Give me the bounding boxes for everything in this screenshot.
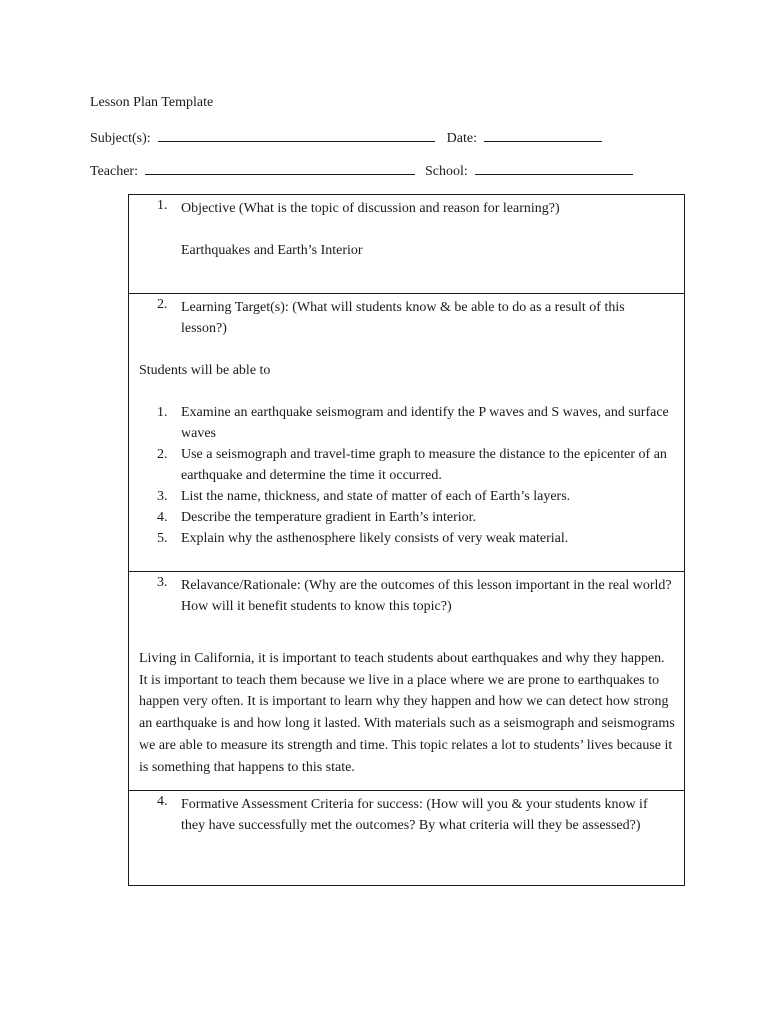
teacher-blank	[145, 161, 415, 175]
item-text: List the name, thickness, and state of matter of each of Earth’s layers.	[181, 489, 571, 504]
objective-prompt: Objective (What is the topic of discussion and reason for learning?)	[181, 201, 560, 216]
relevance-answer: Living in California, it is important to teach students about earthquakes and why they happen. It is important to teach them because we live in a place where we are prone to earthquakes to happen very often. It is important to learn why they happen and how we can detect how strong an earthquake is and how long it lasted. With materials such as a seismograph and seismograms we are able to measure its strength and time. This topic relates a lot to students’ lives because it is something that happens to this state.	[139, 651, 675, 775]
subject-label: Subject(s):	[90, 131, 151, 146]
learning-targets-prompt: Learning Target(s): (What will students know & be able to do as a result of this lesson?)	[181, 300, 625, 336]
objective-section	[129, 195, 684, 294]
list-item	[129, 444, 674, 486]
teacher-label: Teacher:	[90, 164, 138, 179]
item-number: 1.	[157, 405, 168, 420]
learning-targets-intro: Students will be able to	[139, 363, 271, 378]
section-number: 3.	[157, 575, 168, 590]
learning-targets-section	[129, 294, 684, 572]
list-item	[129, 507, 674, 528]
subject-blank	[158, 128, 435, 142]
item-number: 4.	[157, 510, 168, 525]
section-number: 1.	[157, 198, 168, 213]
school-label: School:	[424, 164, 468, 179]
section-number: 2.	[157, 297, 168, 312]
item-number: 3.	[157, 489, 168, 504]
item-text: Examine an earthquake seismogram and identify the P waves and S waves, and surface waves	[181, 405, 669, 441]
item-number: 2.	[157, 447, 168, 462]
relevance-section	[129, 572, 684, 791]
item-number: 5.	[157, 531, 168, 546]
formative-assessment-prompt: Formative Assessment Criteria for success: (How will you & your students know if they have successfully met the outcomes? By what criteria will they be assessed?)	[181, 797, 648, 833]
list-item	[129, 528, 674, 549]
date-label: Date:	[446, 131, 477, 146]
item-text: Describe the temperature gradient in Earth’s interior.	[181, 510, 477, 525]
item-text: Use a seismograph and travel-time graph to measure the distance to the epicenter of an earthquake and determine the time it occurred.	[181, 447, 667, 483]
lesson-plan-table	[128, 194, 685, 886]
learning-targets-list	[129, 402, 674, 549]
item-text: Explain why the asthenosphere likely consists of very weak material.	[181, 531, 569, 546]
date-blank	[484, 128, 602, 142]
objective-answer: Earthquakes and Earth’s Interior	[181, 243, 363, 258]
subject-date-row	[90, 128, 602, 148]
school-blank	[475, 161, 633, 175]
list-item	[129, 486, 674, 507]
teacher-school-row	[90, 161, 633, 181]
relevance-prompt: Relavance/Rationale: (Why are the outcomes of this lesson important in the real world? How will it benefit students to know this topic?)	[181, 578, 672, 614]
list-item	[129, 402, 674, 444]
section-number: 4.	[157, 794, 168, 809]
document-title: Lesson Plan Template	[90, 95, 214, 110]
formative-assessment-section	[129, 791, 684, 885]
